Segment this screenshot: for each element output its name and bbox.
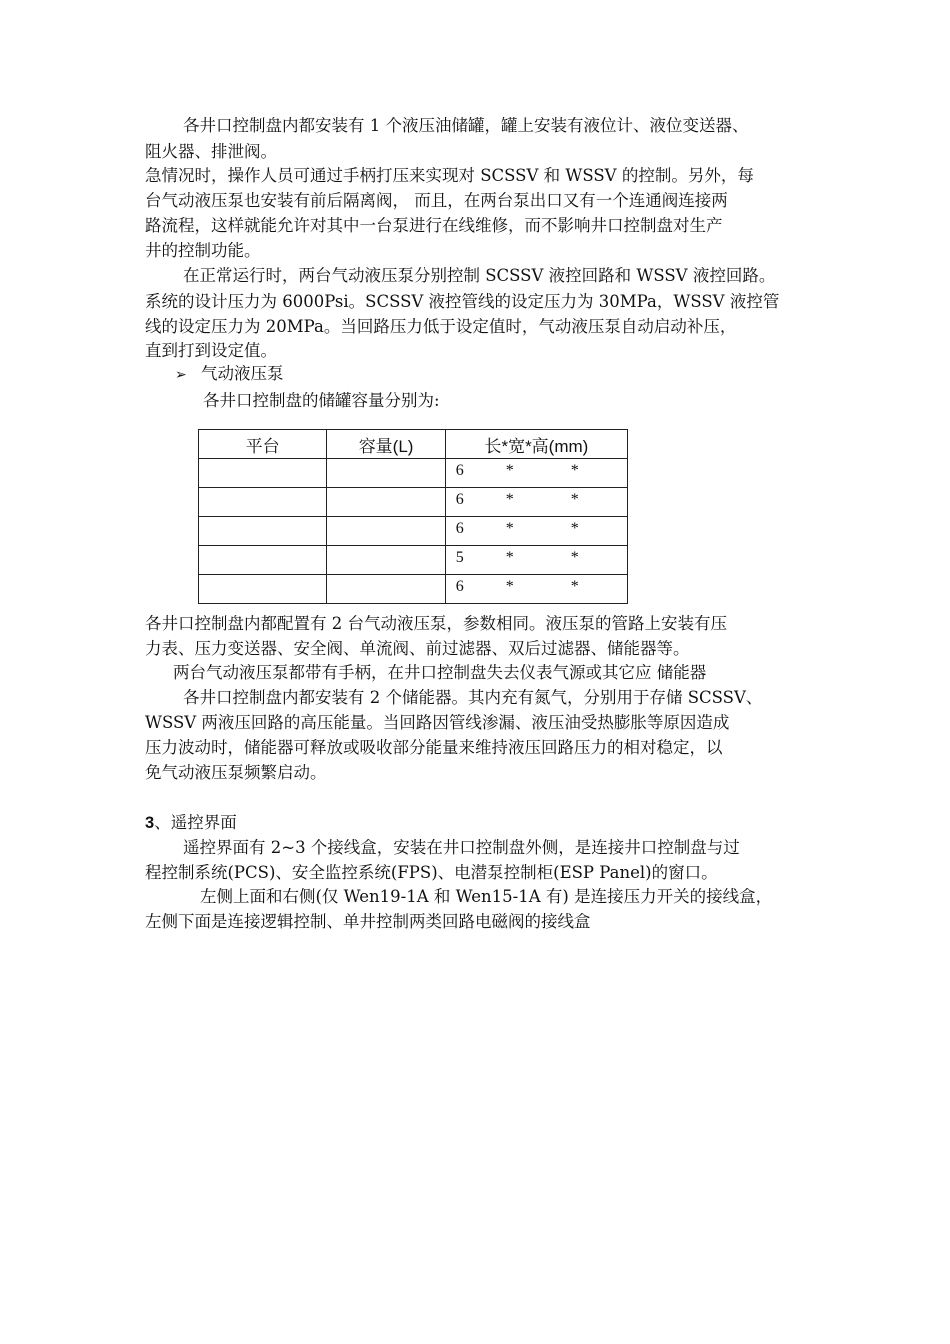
dim-separator: * <box>570 578 579 595</box>
dim-length: 6 <box>455 491 464 508</box>
cell-platform <box>199 546 327 575</box>
table-row <box>199 459 628 488</box>
paragraph-2-line-2: 台气动液压泵也安装有前后隔离阀， 而且，在两台泵出口又有一个连通阀连接两 <box>145 191 728 210</box>
paragraph-1-line-1: 各井口控制盘内都安装有 1 个液压油储罐，罐上安装有液位计、液位变送器、 <box>183 116 749 135</box>
dim-separator: * <box>505 578 514 595</box>
paragraph-8-line-1: 左侧上面和右侧(仅 Wen19-1A 和 Wen15-1A 有) 是连接压力开关的接线盒， <box>200 887 773 906</box>
paragraph-6-line-1: 各井口控制盘内都安装有 2 个储能器。其内充有氮气，分别用于存储 SCSSV、 <box>183 688 763 707</box>
dim-length: 6 <box>455 578 464 595</box>
cell-capacity <box>327 546 445 575</box>
table-row <box>199 546 628 575</box>
paragraph-7-line-1: 遥控界面有 2~3 个接线盒，安装在井口控制盘外侧，是连接井口控制盘与过 <box>183 838 740 857</box>
cell-platform <box>199 488 327 517</box>
storage-capacity-table <box>198 429 628 604</box>
table-row <box>199 488 628 517</box>
header-platform: 平台 <box>199 430 327 459</box>
header-dimensions: 长*宽*高(mm) <box>445 430 627 459</box>
paragraph-6-line-4: 免气动液压泵频繁启动。 <box>145 763 327 782</box>
cell-platform <box>199 459 327 488</box>
paragraph-4-line-2: 力表、压力变送器、安全阀、单流阀、前过滤器、双后过滤器、储能器等。 <box>145 639 690 658</box>
paragraph-2-line-3: 路流程，这样就能允许对其中一台泵进行在线维修，而不影响井口控制盘对生产 <box>145 216 723 235</box>
dim-separator: * <box>570 491 579 508</box>
cell-dimensions <box>445 546 627 575</box>
cell-dimensions <box>445 575 627 604</box>
dim-separator: * <box>570 549 579 566</box>
dim-separator: * <box>570 520 579 537</box>
paragraph-7-line-2: 程控制系统(PCS)、安全监控系统(FPS)、电潜泵控制柜(ESP Panel)的窗口。 <box>145 863 718 882</box>
paragraph-8-line-2: 左侧下面是连接逻辑控制、单井控制两类回路电磁阀的接线盒 <box>145 912 591 931</box>
section-number: 3 <box>145 814 155 832</box>
paragraph-1-line-2: 阻火器、排泄阀。 <box>145 142 277 161</box>
dim-separator: * <box>570 462 579 479</box>
paragraph-6-line-3: 压力波动时，储能器可释放或吸收部分能量来维持液压回路压力的相对稳定，以 <box>145 738 723 757</box>
cell-platform <box>199 517 327 546</box>
bullet-item <box>175 362 284 387</box>
cell-capacity <box>327 575 445 604</box>
cell-capacity <box>327 517 445 546</box>
section-title: 、遥控界面 <box>154 813 237 832</box>
bullet-text: 气动液压泵 <box>201 364 284 383</box>
dim-length: 6 <box>455 462 464 479</box>
paragraph-3-line-3: 线的设定压力为 20MPa。当回路压力低于设定值时，气动液压泵自动启动补压， <box>145 317 737 336</box>
paragraph-3-line-4: 直到打到设定值。 <box>145 341 277 360</box>
paragraph-3-line-1: 在正常运行时，两台气动液压泵分别控制 SCSSV 液控回路和 WSSV 液控回路。 <box>183 266 776 285</box>
table-row <box>199 517 628 546</box>
paragraph-3-line-2: 系统的设计压力为 6000Psi。SCSSV 液控管线的设定压力为 30MPa，WSSV 液控管 <box>145 292 780 311</box>
dim-separator: * <box>505 520 514 537</box>
section-3-heading <box>145 811 810 835</box>
cell-capacity <box>327 488 445 517</box>
paragraph-2-line-1: 急情况时，操作人员可通过手柄打压来实现对 SCSSV 和 WSSV 的控制。另外，每 <box>145 166 754 185</box>
table-header-row <box>199 430 628 459</box>
table-row <box>199 575 628 604</box>
cell-capacity <box>327 459 445 488</box>
cell-dimensions <box>445 517 627 546</box>
paragraph-5: 两台气动液压泵都带有手柄，在井口控制盘失去仪表气源或其它应 储能器 <box>173 663 707 682</box>
cell-dimensions <box>445 488 627 517</box>
cell-dimensions <box>445 459 627 488</box>
paragraph-4-line-1: 各井口控制盘内都配置有 2 台气动液压泵，参数相同。液压泵的管路上安装有压 <box>145 614 727 633</box>
dim-length: 6 <box>455 520 464 537</box>
arrow-bullet-icon: ➢ <box>175 367 187 383</box>
paragraph-6-line-2: WSSV 两液压回路的高压能量。当回路因管线渗漏、液压油受热膨胀等原因造成 <box>145 713 730 732</box>
header-capacity: 容量(L) <box>327 430 445 459</box>
cell-platform <box>199 575 327 604</box>
dim-length: 5 <box>455 549 464 566</box>
dim-separator: * <box>505 491 514 508</box>
table-intro: 各井口控制盘的储罐容量分别为: <box>203 391 440 410</box>
paragraph-2-line-4: 井的控制功能。 <box>145 241 261 260</box>
dim-separator: * <box>505 549 514 566</box>
dim-separator: * <box>505 462 514 479</box>
